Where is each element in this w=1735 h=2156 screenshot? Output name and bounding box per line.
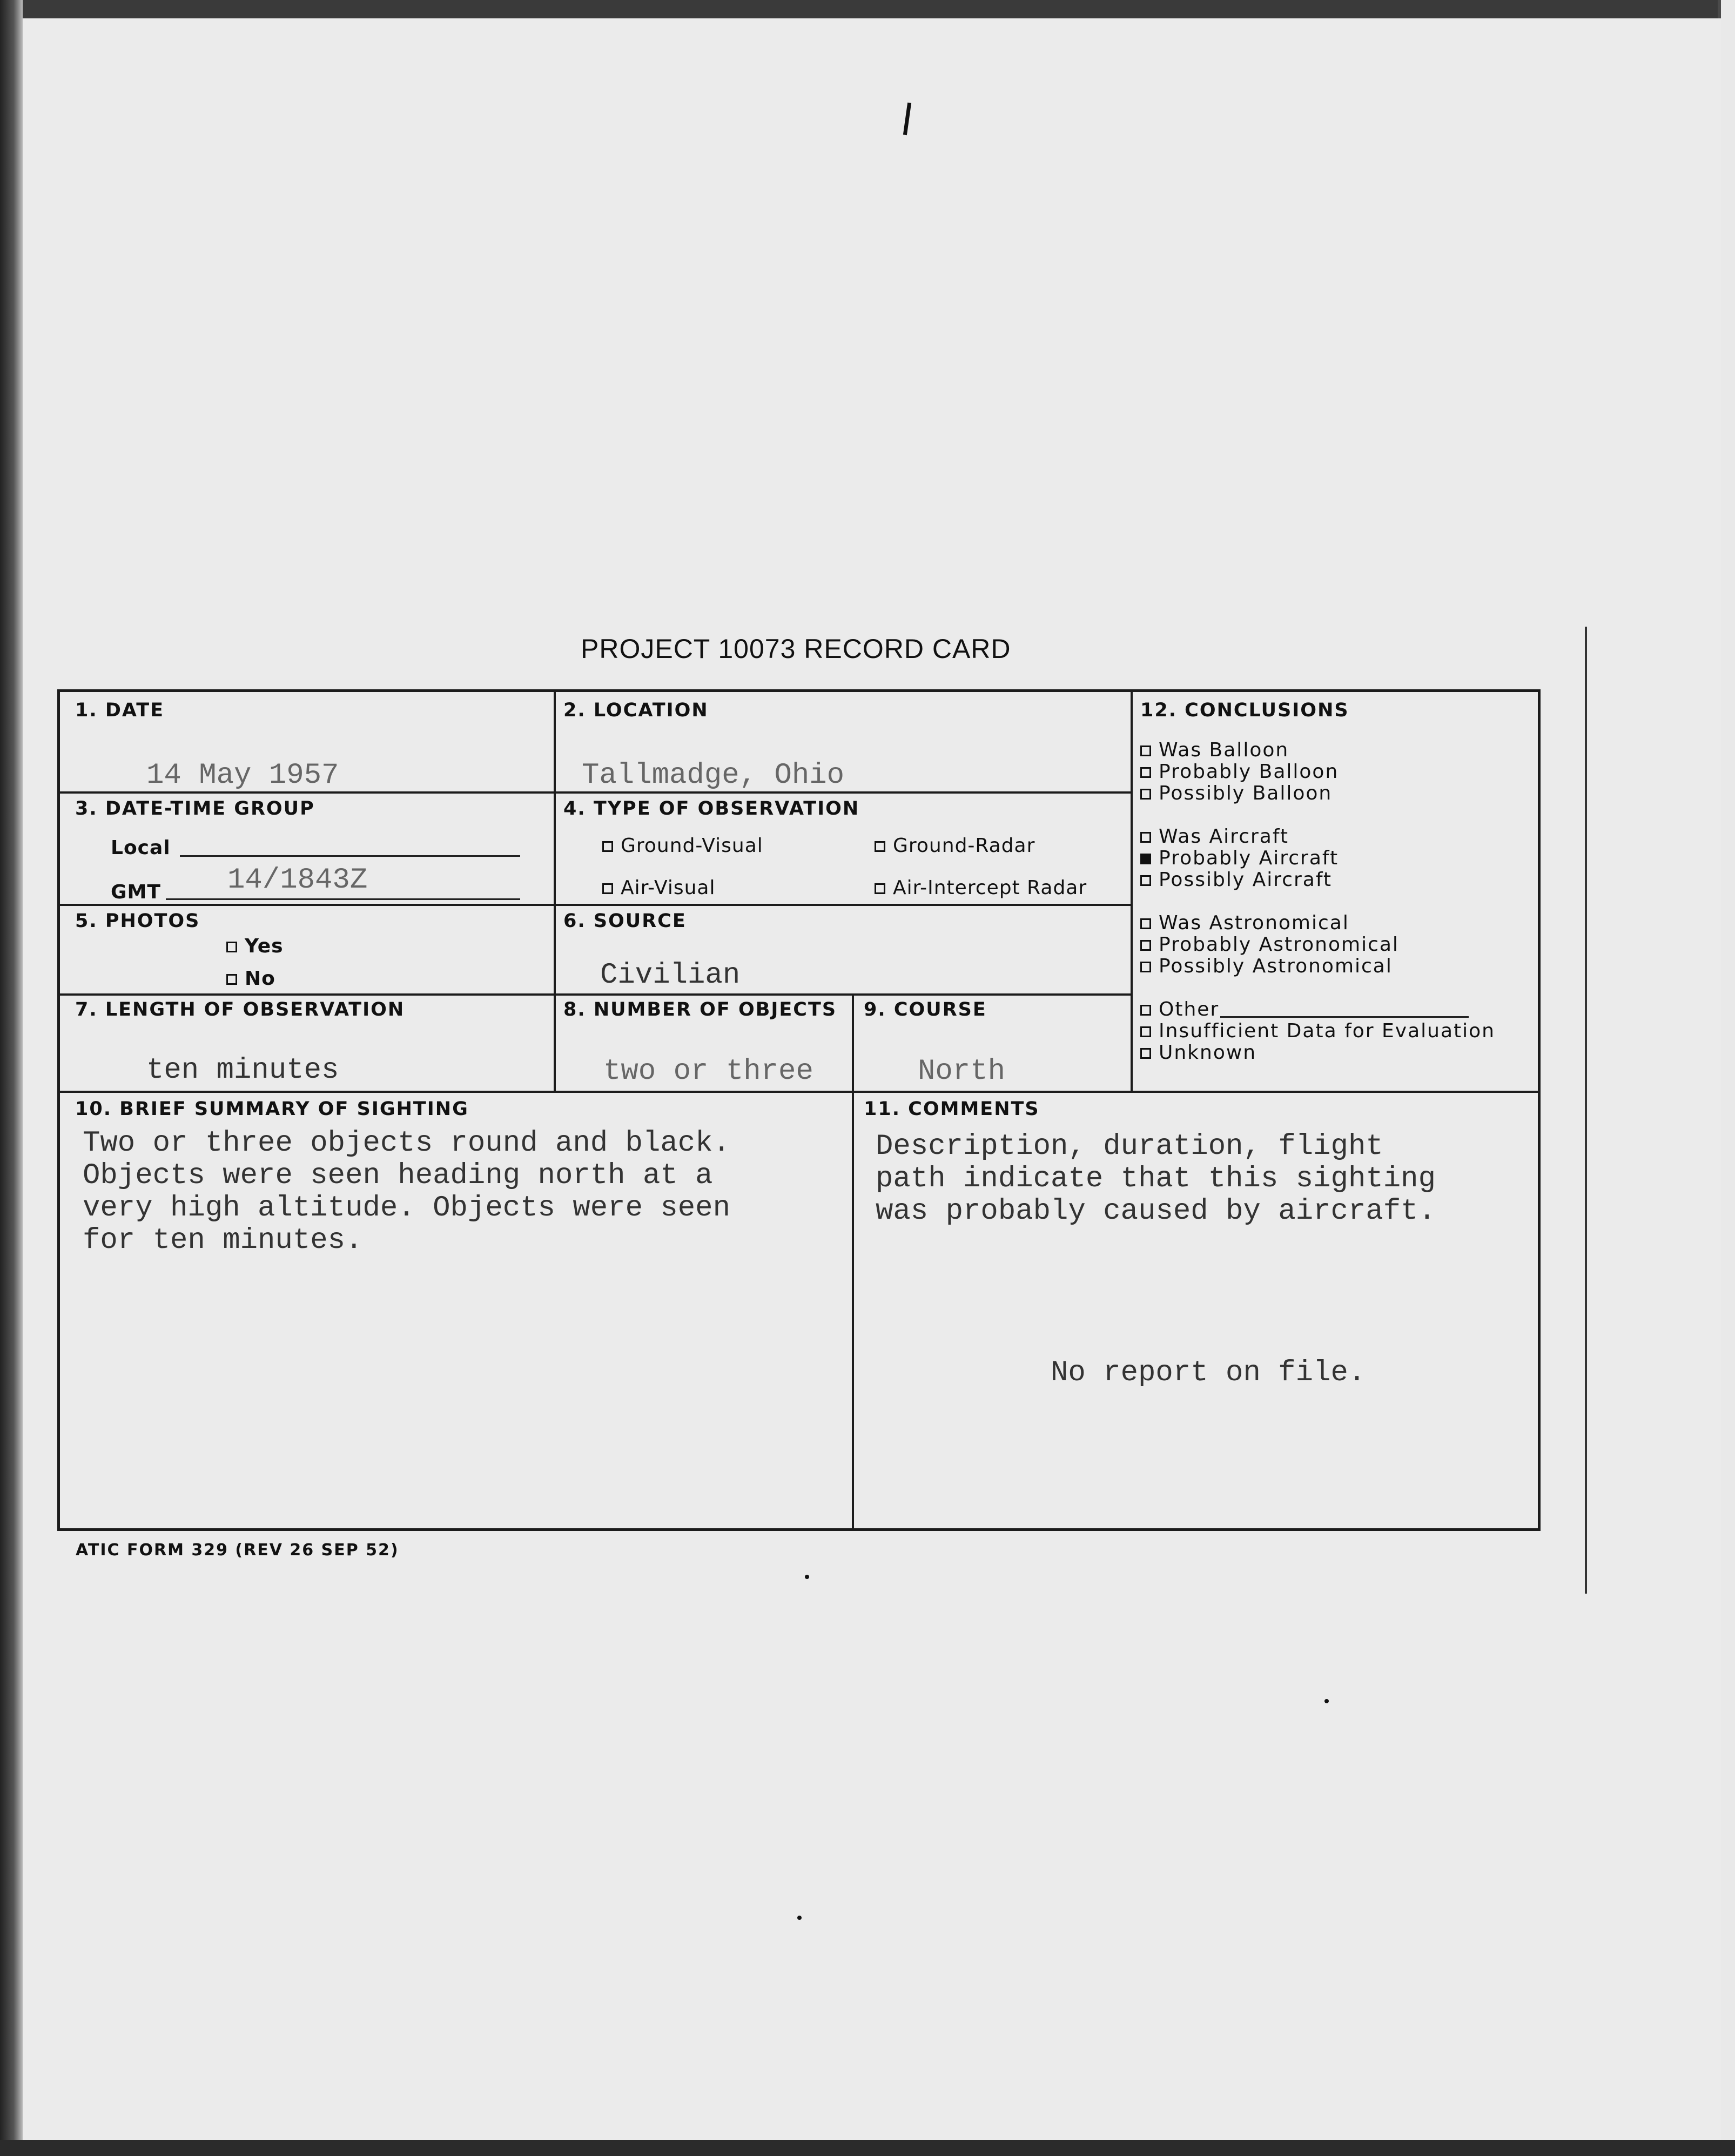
- summary-line: Objects were seen heading north at a: [83, 1159, 713, 1192]
- option-photos-no[interactable]: No: [226, 968, 275, 990]
- scan-border-bottom: [0, 2140, 1735, 2156]
- other-blank: [1220, 1016, 1469, 1018]
- checkbox-icon: [1140, 940, 1151, 951]
- photos-label: 5. PHOTOS: [75, 910, 200, 932]
- checkbox-icon: [602, 841, 613, 852]
- column-divider: [1131, 692, 1133, 1091]
- local-blank: [180, 855, 520, 857]
- option-air-intercept-radar[interactable]: Air-Intercept Radar: [875, 877, 1087, 899]
- checkbox-icon: [1140, 789, 1151, 800]
- scan-speck: [805, 1575, 809, 1579]
- source-label: 6. SOURCE: [563, 910, 687, 932]
- option-air-visual[interactable]: Air-Visual: [602, 877, 715, 899]
- comments-line: was probably caused by aircraft.: [876, 1195, 1436, 1228]
- checkbox-icon: [226, 942, 237, 952]
- comments-line: Description, duration, flight: [876, 1130, 1383, 1163]
- row-divider: [60, 993, 1131, 996]
- conclusion-probably-aircraft[interactable]: Probably Aircraft: [1140, 848, 1339, 869]
- checkbox-icon: [1140, 1005, 1151, 1016]
- conclusion-probably-astronomical[interactable]: Probably Astronomical: [1140, 934, 1399, 956]
- conclusion-possibly-astronomical[interactable]: Possibly Astronomical: [1140, 956, 1393, 977]
- option-ground-radar[interactable]: Ground-Radar: [875, 835, 1035, 857]
- location-value: Tallmadge, Ohio: [582, 759, 845, 792]
- course-label: 9. COURSE: [864, 999, 987, 1020]
- conclusion-was-balloon[interactable]: Was Balloon: [1140, 740, 1289, 761]
- conclusion-probably-balloon[interactable]: Probably Balloon: [1140, 761, 1339, 783]
- length-value: ten minutes: [146, 1054, 339, 1087]
- summary-label: 10. BRIEF SUMMARY OF SIGHTING: [75, 1098, 469, 1120]
- conclusion-was-astronomical[interactable]: Was Astronomical: [1140, 912, 1349, 934]
- record-card: [57, 689, 1541, 1531]
- conclusion-unknown[interactable]: Unknown: [1140, 1042, 1256, 1064]
- summary-line: very high altitude. Objects were seen: [83, 1192, 730, 1225]
- checkbox-icon: [602, 883, 613, 894]
- summary-line: Two or three objects round and black.: [83, 1127, 730, 1160]
- checkbox-icon: [1140, 962, 1151, 972]
- checkbox-icon: [1140, 1026, 1151, 1037]
- form-id: ATIC FORM 329 (REV 26 SEP 52): [76, 1541, 399, 1560]
- checkbox-icon: [1140, 832, 1151, 843]
- checkbox-icon: [875, 841, 885, 852]
- date-time-group-label: 3. DATE-TIME GROUP: [75, 798, 315, 820]
- course-value: North: [918, 1055, 1006, 1088]
- checkbox-icon: [1140, 1048, 1151, 1059]
- column-divider: [554, 692, 556, 1091]
- checkbox-icon: [1140, 767, 1151, 778]
- comments-label: 11. COMMENTS: [864, 1098, 1040, 1120]
- conclusion-possibly-aircraft[interactable]: Possibly Aircraft: [1140, 869, 1332, 891]
- card-title: PROJECT 10073 RECORD CARD: [581, 634, 1011, 664]
- comments-line: path indicate that this sighting: [876, 1163, 1436, 1195]
- number-of-objects-label: 8. NUMBER OF OBJECTS: [563, 999, 837, 1020]
- scan-crease-line: [1585, 627, 1587, 1594]
- option-photos-yes[interactable]: Yes: [226, 935, 284, 957]
- checkbox-icon: [1140, 875, 1151, 886]
- gmt-blank: [166, 898, 520, 900]
- comments-text: [876, 1131, 1436, 1228]
- gmt-value: 14/1843Z: [227, 864, 368, 897]
- conclusion-was-aircraft[interactable]: Was Aircraft: [1140, 826, 1289, 848]
- checked-checkbox-icon: [1140, 854, 1151, 864]
- date-value: 14 May 1957: [146, 759, 339, 792]
- conclusions-label: 12. CONCLUSIONS: [1140, 700, 1349, 721]
- conclusion-insufficient-data[interactable]: Insufficient Data for Evaluation: [1140, 1020, 1495, 1042]
- checkbox-icon: [875, 883, 885, 894]
- gmt-label: GMT: [111, 881, 161, 903]
- length-label: 7. LENGTH OF OBSERVATION: [75, 999, 405, 1020]
- date-label: 1. DATE: [75, 700, 165, 721]
- number-of-objects-value: two or three: [603, 1055, 813, 1088]
- summary-text: [83, 1127, 730, 1257]
- checkbox-icon: [1140, 918, 1151, 929]
- summary-line: for ten minutes.: [83, 1224, 363, 1257]
- checkbox-icon: [1140, 745, 1151, 756]
- scan-speck: [797, 1916, 802, 1920]
- column-divider: [852, 993, 854, 1528]
- row-divider: [60, 904, 1131, 906]
- conclusion-possibly-balloon[interactable]: Possibly Balloon: [1140, 783, 1332, 804]
- option-ground-visual[interactable]: Ground-Visual: [602, 835, 763, 857]
- type-of-observation-label: 4. TYPE OF OBSERVATION: [563, 798, 860, 820]
- scan-speck: [1324, 1699, 1329, 1703]
- conclusion-other[interactable]: Other: [1140, 999, 1219, 1020]
- location-label: 2. LOCATION: [563, 700, 709, 721]
- row-divider: [60, 1091, 1538, 1093]
- comments-note: No report on file.: [1051, 1356, 1366, 1389]
- checkbox-icon: [226, 974, 237, 985]
- source-value: Civilian: [600, 959, 741, 992]
- local-label: Local: [111, 837, 171, 859]
- scan-border-top: [0, 0, 1735, 18]
- scan-border-left: [0, 0, 23, 2156]
